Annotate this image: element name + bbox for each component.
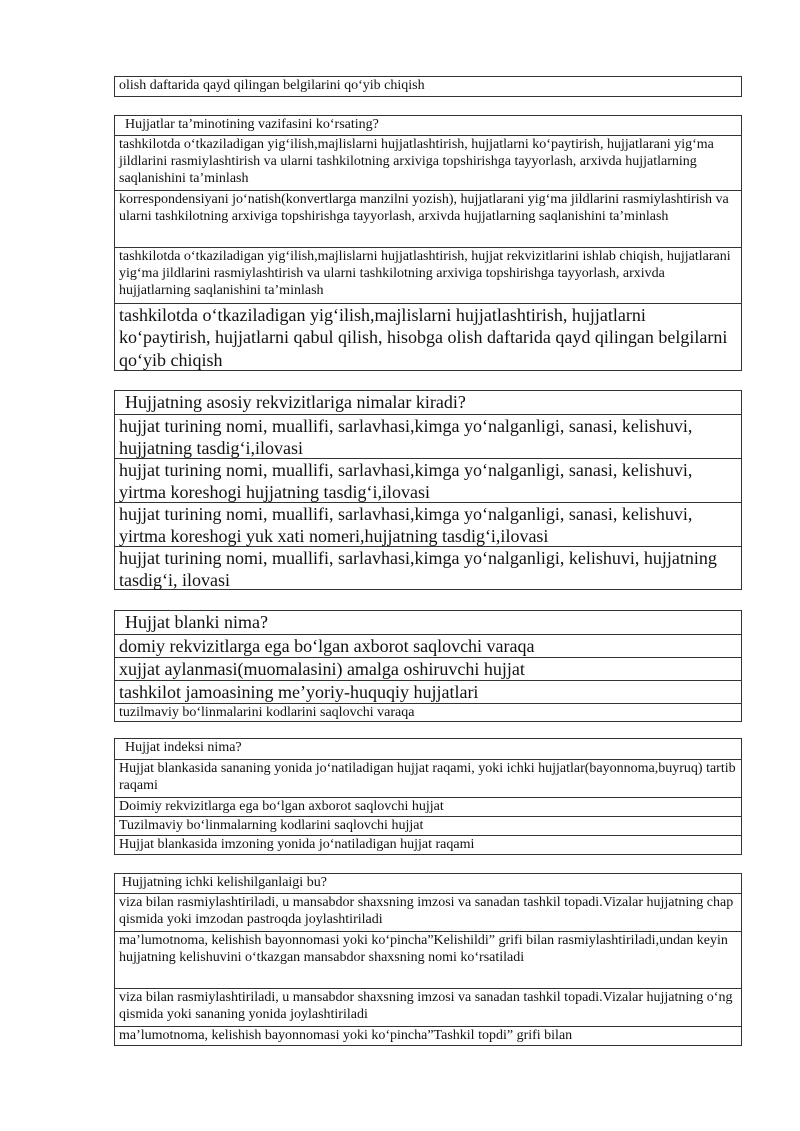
answer-option: viza bilan rasmiylashtiriladi, u mansabdor shaxsning imzosi va sanadan tashkil topadi.Vizalar hujjatning o‘ng qismida yoki sananing yonida joylashtiriladi (115, 988, 741, 1026)
answer-option: olish daftarida qayd qilingan belgilarini qo‘yib chiqish (119, 78, 425, 93)
answer-option: Tuzilmaviy bo‘linmalarning kodlarini saqlovchi hujjat (115, 816, 741, 835)
question-text: Hujjatning asosiy rekvizitlariga nimalar kiradi? (125, 392, 466, 412)
question-block-5 (114, 873, 742, 1046)
answer-option: tashkilot jamoasining me’yoriy-huquqiy hujjatlari (115, 680, 741, 703)
question-text: Hujjat indeksi nima? (125, 740, 242, 755)
answer-option: Doimiy rekvizitlarga ega bo‘lgan axborot saqlovchi hujjat (115, 797, 741, 816)
answer-option: xujjat aylanmasi(muomalasini) amalga oshiruvchi hujjat (115, 657, 741, 680)
answer-option: korrespondensiyani jo‘natish(konvertlarga manzilni yozish), hujjatlarani yig‘ma jildlarini rasmiylashtirish va ularni tashkilotning arxiviga topshirishga tayyorlash, arxivda hujjatlarning saqlanishini ta’minlash (115, 190, 741, 247)
question-block-3 (114, 610, 742, 722)
answer-option: tashkilotda o‘tkaziladigan yig‘ilish,majlislarni hujjatlashtirish, hujjat rekvizitlarini ishlab chiqish, hujjatlarani yig‘ma jildlarini rasmiylashtirish va ularni tashkilotning arxiviga topshirishga tayyorlash, arxivda hujjatlarning saqlanishini ta’minlash (115, 247, 741, 303)
answer-option: Hujjat blankasida imzoning yonida jo‘natiladigan hujjat raqami (115, 835, 741, 854)
answer-option: viza bilan rasmiylashtiriladi, u mansabdor shaxsning imzosi va sanadan tashkil topadi.Vizalar hujjatning chap qismida yoki imzodan pastroqda joylashtiriladi (115, 893, 741, 931)
answer-option: Hujjat blankasida sananing yonida jo‘natiladigan hujjat raqami, yoki ichki hujjatlar(bayonnoma,buyruq) tartib raqami (115, 759, 741, 797)
question-block-4 (114, 738, 742, 855)
question-block-2 (114, 390, 742, 590)
answer-option: hujjat turining nomi, muallifi, sarlavhasi,kimga yo‘nalganligi, sanasi, kelishuvi, hujjatning tasdig‘i,ilovasi (115, 414, 741, 458)
answer-option: domiy rekvizitlarga ega bo‘lgan axborot saqlovchi varaqa (115, 634, 741, 657)
question-text: Hujjatlar ta’minotining vazifasini ko‘rsating? (125, 117, 379, 132)
answer-option: tashkilotda o‘tkaziladigan yig‘ilish,majlislarni hujjatlashtirish, hujjatlarni ko‘paytirish, hujjatlarni qabul qilish, hisobga olish daftarida qayd qilingan belgilarni qo‘yib chiqish (115, 303, 741, 370)
question-text: Hujjat blanki nima? (125, 612, 268, 632)
question-text: Hujjatning ichki kelishilganlaigi bu? (122, 875, 327, 890)
answer-option: hujjat turining nomi, muallifi, sarlavhasi,kimga yo‘nalganligi, sanasi, kelishuvi, yirtma koreshogi yuk xati nomeri,hujjatning tasdig‘i,ilovasi (115, 502, 741, 546)
answer-option: hujjat turining nomi, muallifi, sarlavhasi,kimga yo‘nalganligi, kelishuvi, hujjatning tasdig‘i, ilovasi (115, 546, 741, 589)
question-block-1 (114, 115, 742, 371)
answer-option: hujjat turining nomi, muallifi, sarlavhasi,kimga yo‘nalganligi, sanasi, kelishuvi, yirtma koreshogi hujjatning tasdig‘i,ilovasi (115, 458, 741, 502)
answer-option: tashkilotda o‘tkaziladigan yig‘ilish,majlislarni hujjatlashtirish, hujjatlarni ko‘paytirish, hujjatlarani yig‘ma jildlarini rasmiylashtirish va ularni tashkilotning arxiviga topshirishga tayyorlash, arxivda hujjatlarning saqlanishini ta’minlash (115, 135, 741, 190)
answer-option: ma’lumotnoma, kelishish bayonnomasi yoki ko‘pincha”Kelishildi” grifi bilan rasmiylashtiriladi,undan keyin hujjatning kelishuvini o‘tkazgan mansabdor shaxsning nomi ko‘rsatiladi (115, 931, 741, 988)
question-block-continuation (114, 76, 742, 97)
answer-option: ma’lumotnoma, kelishish bayonnomasi yoki ko‘pincha”Tashkil topdi” grifi bilan (115, 1026, 741, 1045)
answer-option: tuzilmaviy bo‘linmalarini kodlarini saqlovchi varaqa (115, 703, 741, 721)
